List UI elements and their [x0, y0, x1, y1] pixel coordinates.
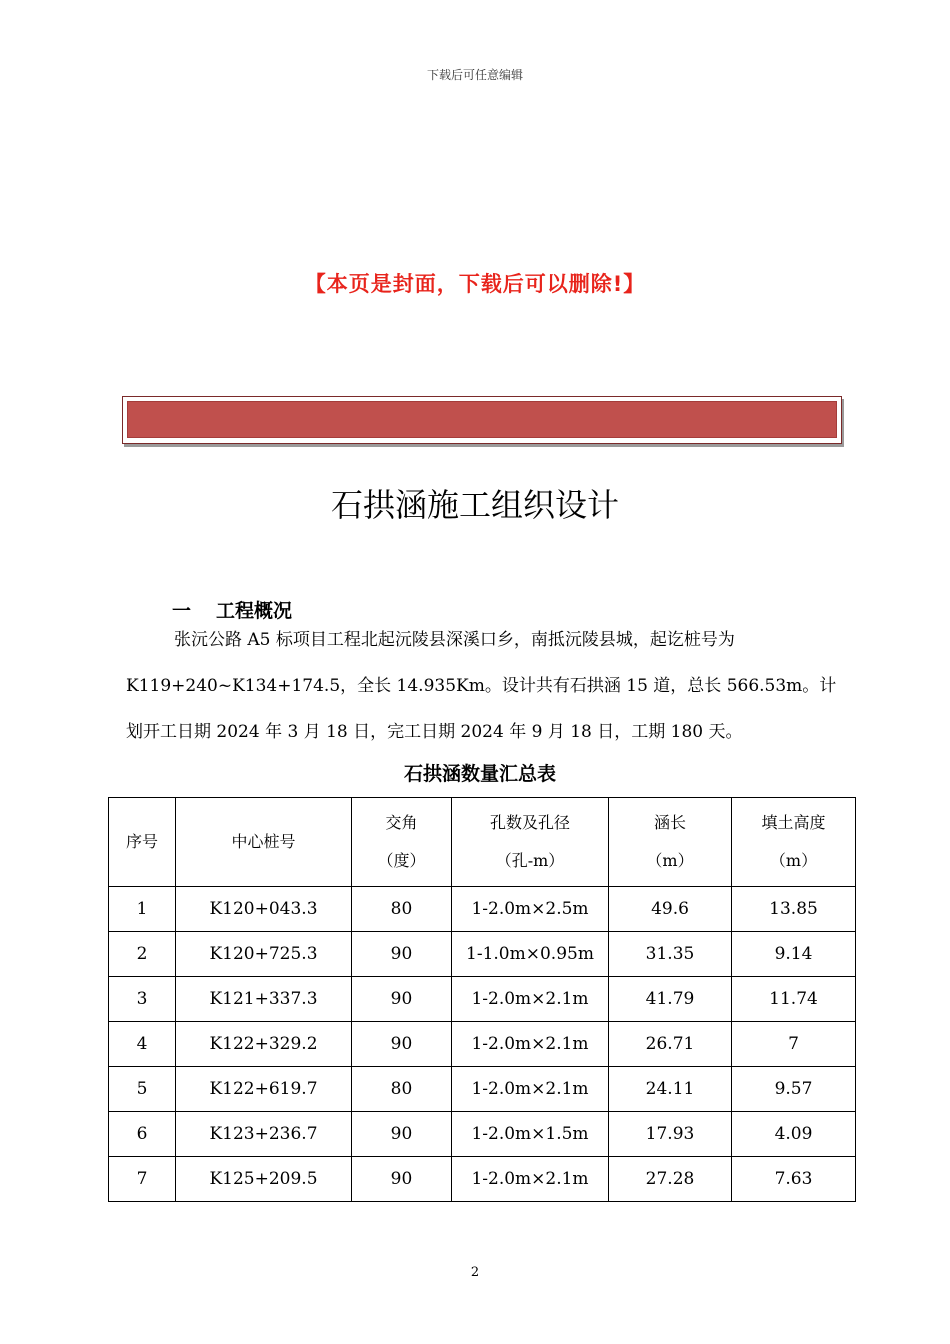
table-row — [109, 1157, 856, 1202]
header-cell-span: 孔数及孔径 （孔-m） — [452, 798, 609, 887]
table-cell: 3 — [109, 977, 176, 1022]
document-title: 石拱涵施工组织设计 — [330, 486, 619, 524]
table-cell: K125+209.5 — [176, 1157, 352, 1202]
table-title: 石拱涵数量汇总表 — [403, 763, 556, 785]
table-cell: 4 — [109, 1022, 176, 1067]
table-cell: 1-2.0m×2.1m — [452, 977, 609, 1022]
table-cell: K122+619.7 — [176, 1067, 352, 1112]
overview-paragraph — [126, 617, 842, 755]
table-row — [109, 977, 856, 1022]
table-cell: K123+236.7 — [176, 1112, 352, 1157]
table-cell: 1-2.0m×2.5m — [452, 887, 609, 932]
table-row — [109, 887, 856, 932]
header-cell-fill-height: 填土高度 （m） — [732, 798, 856, 887]
table-cell: 90 — [352, 932, 452, 977]
cover-note: 【本页是封面，下载后可以删除!】 — [304, 272, 646, 296]
table-cell: 90 — [352, 977, 452, 1022]
header-cell-angle: 交角 （度） — [352, 798, 452, 887]
table-header-row — [109, 798, 856, 887]
table-cell: 1 — [109, 887, 176, 932]
table-cell: 49.6 — [609, 887, 732, 932]
table-cell: 1-2.0m×2.1m — [452, 1022, 609, 1067]
table-cell: 1-1.0m×0.95m — [452, 932, 609, 977]
paragraph-line: K119+240~K134+174.5，全长 14.935Km。设计共有石拱涵 15 道，总长 566.53m。计 — [126, 676, 837, 696]
table-cell: 1-2.0m×2.1m — [452, 1157, 609, 1202]
table-cell: 7 — [732, 1022, 856, 1067]
table-cell: 90 — [352, 1112, 452, 1157]
paragraph-line: 张沅公路 A5 标项目工程北起沅陵县深溪口乡，南抵沅陵县城，起讫桩号为 — [174, 630, 735, 650]
table-cell: 1-2.0m×2.1m — [452, 1067, 609, 1112]
table-cell: 7.63 — [732, 1157, 856, 1202]
table-cell: 5 — [109, 1067, 176, 1112]
table-cell: 2 — [109, 932, 176, 977]
header-cell-index: 序号 — [109, 798, 176, 887]
table-cell: 80 — [352, 1067, 452, 1112]
table-cell: 31.35 — [609, 932, 732, 977]
table-cell: K122+329.2 — [176, 1022, 352, 1067]
table-cell: K120+725.3 — [176, 932, 352, 977]
table-cell: K120+043.3 — [176, 887, 352, 932]
table-cell: 4.09 — [732, 1112, 856, 1157]
table-cell: 27.28 — [609, 1157, 732, 1202]
table-row — [109, 932, 856, 977]
table-cell: 90 — [352, 1022, 452, 1067]
table-cell: 1-2.0m×1.5m — [452, 1112, 609, 1157]
table-cell: K121+337.3 — [176, 977, 352, 1022]
table-cell: 90 — [352, 1157, 452, 1202]
table-cell: 9.14 — [732, 932, 856, 977]
header-note: 下载后可任意编辑 — [426, 68, 523, 82]
table-cell: 41.79 — [609, 977, 732, 1022]
table-cell: 6 — [109, 1112, 176, 1157]
table-cell: 11.74 — [732, 977, 856, 1022]
title-banner-fill — [127, 401, 837, 438]
paragraph-line: 划开工日期 2024 年 3 月 18 日，完工日期 2024 年 9 月 18 日，工期 180 天。 — [126, 722, 743, 742]
table-cell: 9.57 — [732, 1067, 856, 1112]
culvert-summary-table — [108, 797, 856, 1202]
table-cell: 17.93 — [609, 1112, 732, 1157]
table-cell: 7 — [109, 1157, 176, 1202]
table-cell: 13.85 — [732, 887, 856, 932]
page-number: 2 — [470, 1265, 480, 1280]
header-cell-station: 中心桩号 — [176, 798, 352, 887]
table-row — [109, 1067, 856, 1112]
title-banner — [122, 396, 842, 444]
section-title: 工程概况 — [216, 600, 293, 622]
header-cell-length: 涵长 （m） — [609, 798, 732, 887]
table-cell: 80 — [352, 887, 452, 932]
table-cell: 24.11 — [609, 1067, 732, 1112]
table-cell: 26.71 — [609, 1022, 732, 1067]
table-row — [109, 1112, 856, 1157]
table-row — [109, 1022, 856, 1067]
section-number: 一 — [172, 600, 192, 622]
